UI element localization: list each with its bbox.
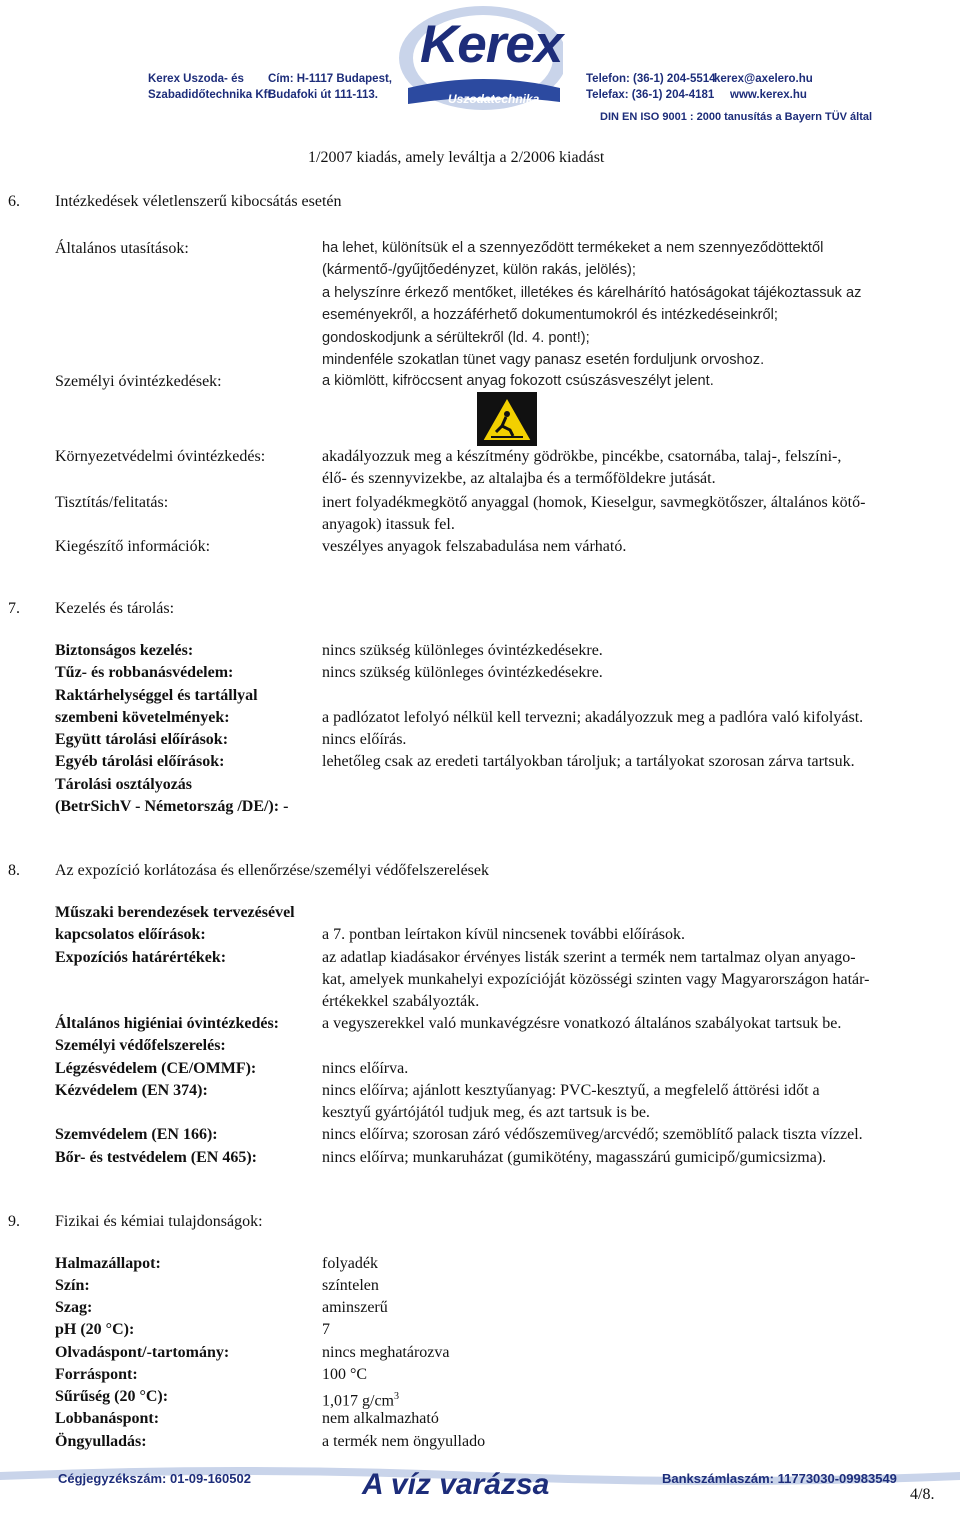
s7-row-value: lehetőleg csak az eredeti tartályokban tároljuk; a tartályokat szorosan zárva tartsuk. (322, 753, 855, 770)
address-line1: Cím: H-1117 Budapest, (268, 73, 392, 85)
extra-label: Kiegészítő információk: (55, 538, 211, 555)
general-label: Általános utasítások: (55, 240, 189, 257)
s8-row-label: kapcsolatos előírások: (55, 926, 206, 943)
general-line-4: eseményekről, a hozzáférhető dokumentumokról és intézkedéseinkről; (322, 307, 778, 323)
general-line-1: ha lehet, különítsük el a szennyeződött termékeket a nem szennyeződöttektől (322, 240, 824, 256)
general-line-5: gondoskodjunk a sérültekről (ld. 4. pont!); (322, 330, 590, 346)
email: kerex@axelero.hu (714, 73, 813, 85)
personal-value: a kiömlött, kifröccsent anyag fokozott csúszásveszélyt jelent. (322, 373, 714, 389)
company-line1: Kerex Uszoda- és (148, 73, 244, 85)
section-6-number: 6. (8, 193, 20, 210)
s8-row-value: kesztyű gyártójától tudjuk meg, és azt tartsuk is be. (322, 1104, 650, 1121)
s9-row-value: nincs meghatározva (322, 1344, 450, 1361)
s9-row-value: a termék nem öngyullado (322, 1433, 486, 1450)
section-8-number: 8. (8, 862, 20, 879)
section-7-number: 7. (8, 600, 20, 617)
s8-row-value: nincs előírva; munkaruházat (gumikötény, magasszárú gumicipő/gumicsizma). (322, 1149, 827, 1166)
extra-value: veszélyes anyagok felszabadulása nem várható. (322, 538, 627, 555)
s9-row-label: Szag: (55, 1299, 93, 1316)
s8-row-label: Szemvédelem (EN 166): (55, 1126, 218, 1143)
s8-row-label: Légzésvédelem (CE/OMMF): (55, 1060, 257, 1077)
density-text: 1,017 g/cm (322, 1392, 394, 1410)
logo-text: Kerex (420, 15, 563, 74)
s8-row-label: Személyi védőfelszerelés: (55, 1037, 226, 1054)
logo-subtitle: Uszodatechnika (448, 92, 540, 106)
s7-row-label: (BetrSichV - Németország /DE/): - (55, 798, 289, 815)
s7-row-value: nincs előírás. (322, 731, 407, 748)
env-label: Környezetvédelmi óvintézkedés: (55, 448, 266, 465)
s7-row-label: Egyéb tárolási előírások: (55, 753, 225, 770)
s9-row-label: pH (20 °C): (55, 1321, 135, 1338)
section-7-title: Kezelés és tárolás: (55, 600, 175, 617)
s9-row-value: aminszerű (322, 1299, 388, 1316)
s8-row-label: Műszaki berendezések tervezésével (55, 904, 295, 921)
s7-row-label: Biztonságos kezelés: (55, 642, 194, 659)
section-9-number: 9. (8, 1213, 20, 1230)
s9-row-value: folyadék (322, 1255, 378, 1272)
s9-row-label: Olvadáspont/-tartomány: (55, 1344, 230, 1361)
bank-account: Bankszámlaszám: 11773030-09983549 (662, 1471, 897, 1486)
fax: Telefax: (36-1) 204-4181 (586, 89, 715, 101)
s8-row-label: Bőr- és testvédelem (EN 465): (55, 1149, 258, 1166)
s8-row-value: a 7. pontban leírtakon kívül nincsenek további előírások. (322, 926, 686, 943)
s9-row-value: 7 (322, 1321, 330, 1338)
s8-row-label: Általános higiéniai óvintézkedés: (55, 1015, 280, 1032)
s9-row-label: Szín: (55, 1277, 90, 1294)
s9-row-value: színtelen (322, 1277, 379, 1294)
s8-row-value: a vegyszerekkel való munkavégzésre vonatkozó általános szabályokat tartsuk be. (322, 1015, 842, 1032)
s7-row-value: nincs szükség különleges óvintézkedésekre. (322, 664, 603, 681)
website: www.kerex.hu (730, 89, 807, 101)
s7-row-label: Tűz- és robbanásvédelem: (55, 664, 234, 681)
clean-label: Tisztítás/felitatás: (55, 494, 169, 511)
address-line2: Budafoki út 111-113. (268, 89, 378, 101)
s9-row-label: Lobbanáspont: (55, 1410, 160, 1427)
s7-row-label: Együtt tárolási előírások: (55, 731, 229, 748)
s7-row-value: a padlózatot lefolyó nélkül kell tervezni; akadályozzuk meg a padlóra való kifolyást. (322, 709, 864, 726)
section-9-title: Fizikai és kémiai tulajdonságok: (55, 1213, 263, 1230)
s9-row-label: Halmazállapot: (55, 1255, 161, 1272)
personal-label: Személyi óvintézkedések: (55, 373, 222, 390)
phone: Telefon: (36-1) 204-5514 (586, 73, 716, 85)
s8-row-value: nincs előírva. (322, 1060, 409, 1077)
s8-row-value: nincs előírva; ajánlott kesztyűanyag: PVC-kesztyű, a megfelelő áttörési időt a (322, 1082, 820, 1099)
s8-row-value: kat, amelyek munkahelyi expozícióját közösségi szinten vagy Magyarországon határ- (322, 971, 870, 988)
env-line-1: akadályozzuk meg a készítmény gödrökbe, pincékbe, csatornába, talaj-, felszíni-, (322, 448, 842, 465)
edition-note: 1/2007 kiadás, amely leváltja a 2/2006 kiadást (308, 149, 605, 166)
section-8-title: Az expozíció korlátozása és ellenőrzése/személyi védőfelszerelések (55, 862, 490, 879)
s9-row-label: Öngyulladás: (55, 1433, 147, 1450)
s7-row-label: Raktárhelységgel és tartállyal (55, 687, 258, 704)
s9-row-label: Forráspont: (55, 1366, 138, 1383)
s8-row-value: nincs előírva; szorosan záró védőszemüveg/arcvédő; szemöblítő palack tiszta vízzel. (322, 1126, 863, 1143)
s9-row-value: 100 °C (322, 1366, 368, 1383)
s7-row-value: nincs szükség különleges óvintézkedésekre. (322, 642, 603, 659)
s8-row-label: Kézvédelem (EN 374): (55, 1082, 208, 1099)
general-line-6: mindenféle szokatlan tünet vagy panasz esetén forduljunk orvoshoz. (322, 352, 765, 368)
page-number: 4/8. (910, 1486, 935, 1503)
section-6-title: Intézkedések véletlenszerű kibocsátás esetén (55, 193, 342, 210)
s9-row-label: Sűrűség (20 °C): (55, 1388, 169, 1405)
s7-row-label: szembeni követelmények: (55, 709, 230, 726)
clean-line-1: inert folyadékmegkötő anyaggal (homok, Kieselgur, savmegkötőszer, általános kötő- (322, 494, 866, 511)
s8-row-value: az adatlap kiadásakor érvényes listák szerint a termék nem tartalmaz olyan anyago- (322, 949, 856, 966)
env-line-2: élő- és szennyvizekbe, az altalajba és a termőföldekre jutását. (322, 470, 716, 487)
company-registration: Cégjegyzékszám: 01-09-160502 (58, 1471, 251, 1486)
general-line-2: (kármentő-/gyűjtőedényzet, külön rakás, jelölés); (322, 262, 636, 278)
slippery-surface-warning-icon (477, 392, 537, 446)
clean-line-2: anyagok) itassuk fel. (322, 516, 455, 533)
s9-row-value: nem alkalmazható (322, 1410, 439, 1427)
s7-row-label: Tárolási osztályozás (55, 776, 193, 793)
slogan: A víz varázsa (362, 1468, 550, 1501)
s8-row-value: értékekkel szabályozták. (322, 993, 480, 1010)
s8-row-label: Expozíciós határértékek: (55, 949, 227, 966)
iso-certification: DIN EN ISO 9001 : 2000 tanusítás a Bayern TÜV által (600, 111, 873, 123)
general-line-3: a helyszínre érkező mentőket, illetékes és kárelhárító hatóságokat tájékoztassuk az (322, 285, 862, 301)
density-superscript: 3 (394, 1391, 399, 1402)
company-line2: Szabadidőtechnika Kft. (148, 89, 275, 101)
